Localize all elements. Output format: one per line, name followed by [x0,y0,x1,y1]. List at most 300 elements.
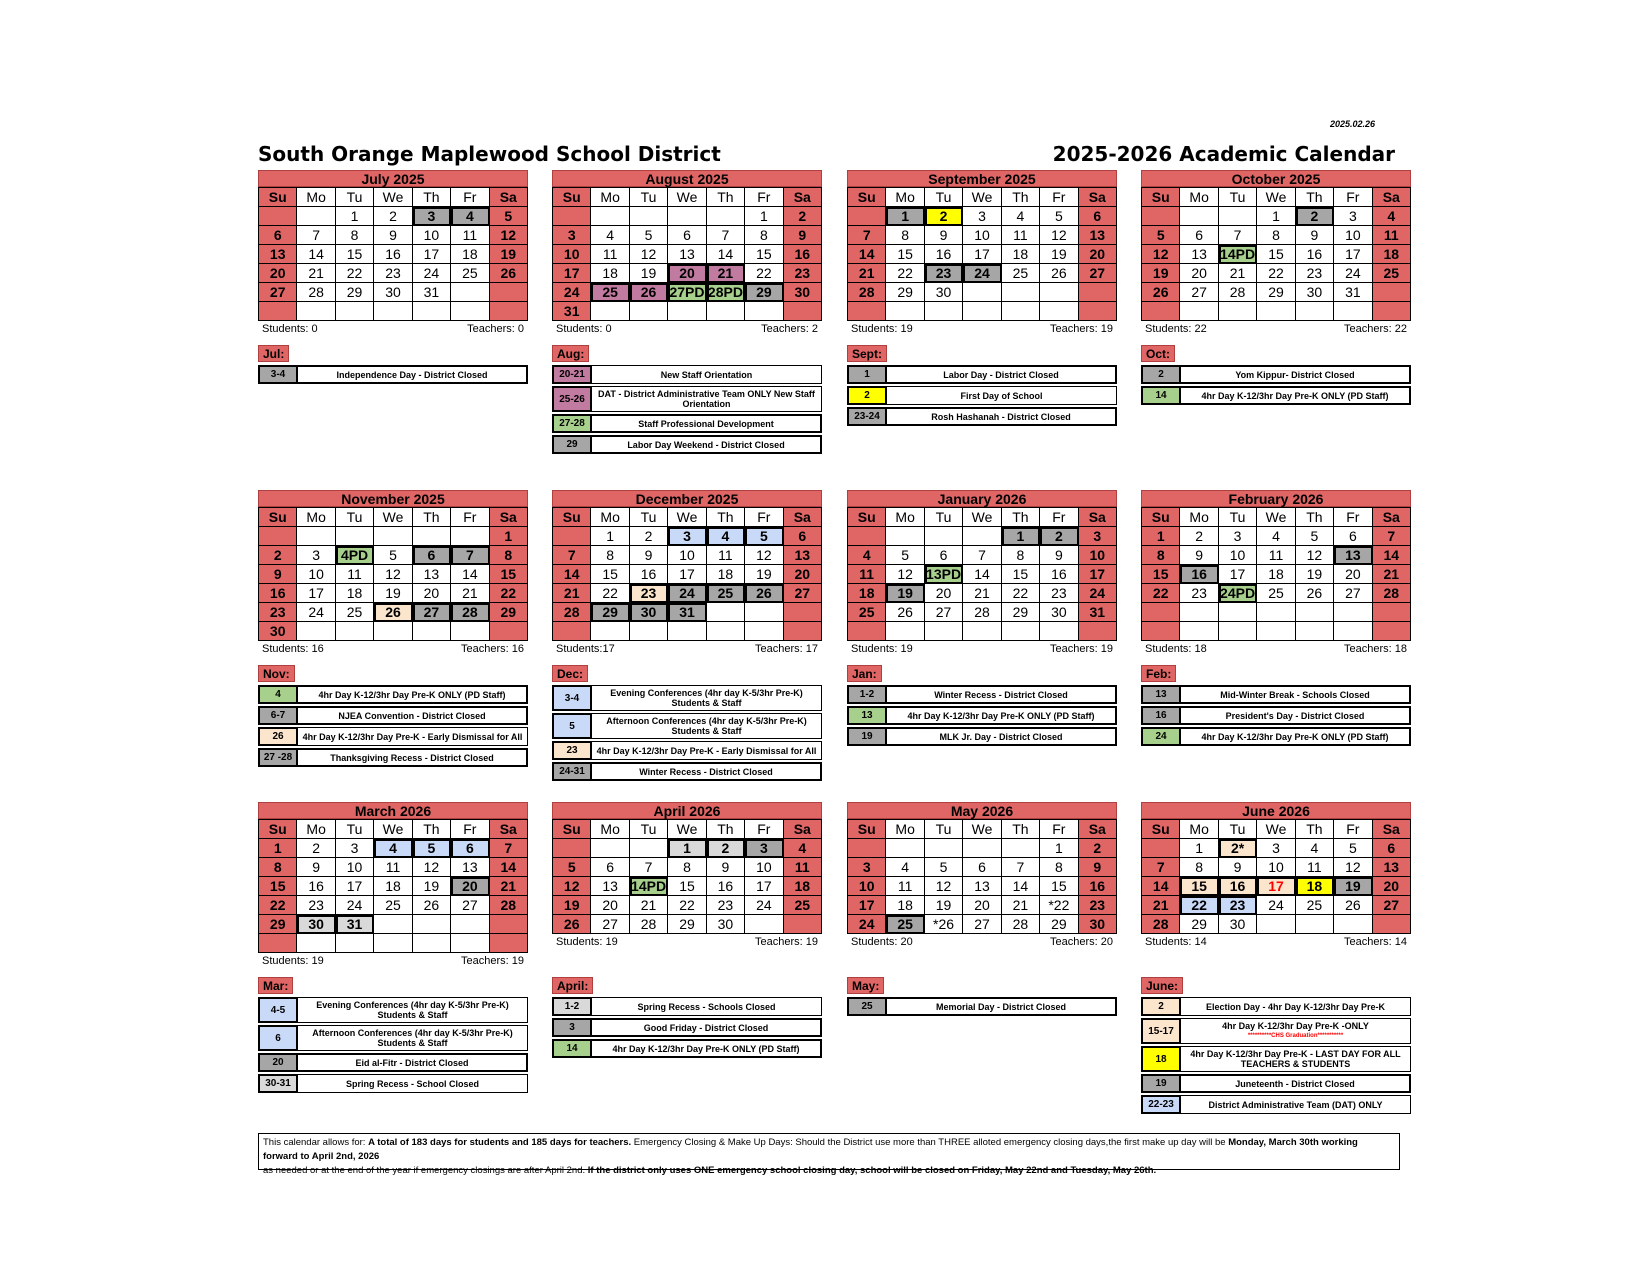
district-name: South Orange Maplewood School District [258,142,721,166]
legend-text: Afternoon Conferences (4hr day K-5/3hr Pre-K) Students & Staff [606,716,807,736]
legend-row [552,762,822,781]
day-cell: 3 [668,527,706,546]
day-cell: 9 [1219,858,1257,877]
day-cell: 27 [925,603,963,622]
day-cell: 5 [1142,226,1180,245]
day-cell: 26 [886,603,924,622]
day-cell: 3 [1079,527,1117,546]
day-cell [784,915,822,934]
day-cell: 28 [630,915,668,934]
weekday-header: We [668,188,706,207]
day-cell: 13 [451,858,489,877]
day-cell [886,622,924,641]
day-cell: 3 [336,839,374,858]
day-cell: 1 [668,839,706,858]
legend-dates: 27-28 [552,414,592,433]
day-cell: 11 [707,546,745,565]
day-cell [1002,283,1040,302]
day-cell [630,622,668,641]
day-cell: 20 [925,584,963,603]
weekday-header: Mo [1180,508,1218,527]
day-cell: 17 [745,877,783,896]
legend-month-tag: Nov: [258,665,295,682]
day-cell: 27 [1180,283,1218,302]
legend-description [592,1039,822,1058]
day-cell: 7 [1219,226,1257,245]
legend-description [592,713,822,739]
month-6 [552,490,822,657]
day-cell: 13 [1373,858,1411,877]
day-cell [259,302,297,321]
day-cell: 21 [1142,896,1180,915]
day-cell [668,302,706,321]
day-cell [784,302,822,321]
day-cell: 5 [1296,527,1334,546]
day-cell: 16 [374,245,412,264]
day-cell: 8 [1180,858,1218,877]
weekday-header: Su [848,820,886,839]
day-cell: 14 [553,565,591,584]
day-cell: 24 [668,584,706,603]
day-cell: 30 [297,915,335,934]
day-cell [413,915,451,934]
weekday-header: We [374,820,412,839]
day-cell [451,934,489,953]
day-cell: 8 [336,226,374,245]
day-cell: 7 [451,546,489,565]
legend-row [552,1039,822,1058]
legend-text: District Administrative Team (DAT) ONLY [1208,1099,1383,1110]
weekday-header: Fr [745,188,783,207]
legend-row [552,1018,822,1037]
day-cell [1079,302,1117,321]
weekday-header: Th [1296,188,1334,207]
day-cell: 11 [886,877,924,896]
day-cell: 6 [963,858,1001,877]
day-cell [848,622,886,641]
legend-month-tag: Jul: [258,345,289,362]
day-cell [1334,915,1372,934]
day-cell: 9 [630,546,668,565]
day-cell [886,839,924,858]
day-cell: 2 [374,207,412,226]
day-cell: 5 [630,226,668,245]
day-cell: 14 [490,858,528,877]
day-cell: 21 [707,264,745,283]
weekday-header: Th [1296,820,1334,839]
legend-month-tag: May: [847,977,884,994]
month-4 [1141,170,1411,337]
weekday-header: Sa [784,820,822,839]
legend-text: Evening Conferences (4hr day K-5/3hr Pre-K) Students & Staff [610,688,803,708]
day-cell: 28 [1373,584,1411,603]
weekday-header: Sa [1079,820,1117,839]
legend-dates: 23-24 [847,407,887,426]
weekday-header: Th [413,508,451,527]
day-cell: 13 [413,565,451,584]
day-cell [1219,302,1257,321]
day-cell: 20 [1180,264,1218,283]
legend-row [258,685,528,704]
day-cell: 26 [490,264,528,283]
day-cell: 13 [1079,226,1117,245]
day-cell: 7 [707,226,745,245]
day-cell [591,622,629,641]
weekday-header: Mo [591,508,629,527]
weekday-header: We [1257,508,1295,527]
weekday-header: Fr [451,508,489,527]
students-count: Students: 0 [556,323,612,335]
teachers-count: Teachers: 16 [461,643,524,655]
legend-description [887,407,1117,426]
teachers-count: Teachers: 0 [467,323,524,335]
day-cell: 24 [1334,264,1372,283]
day-cell [707,622,745,641]
day-cell: 29 [1002,603,1040,622]
day-cell: 7 [1002,858,1040,877]
day-cell: 22 [745,264,783,283]
day-cell: 24 [336,896,374,915]
day-cell: 1 [1142,527,1180,546]
legend-3 [847,345,1117,426]
day-cell: 28 [451,603,489,622]
day-cell: 23 [1040,584,1078,603]
weekday-header: Su [259,188,297,207]
legend-month-tag: June: [1141,977,1183,994]
day-cell [963,839,1001,858]
day-cell: 25 [886,915,924,934]
legend-month-tag: Oct: [1141,345,1175,362]
day-cell: 30 [1040,603,1078,622]
day-cell [784,603,822,622]
month-title: September 2025 [847,170,1117,187]
day-cell: 15 [886,245,924,264]
day-cell: 17 [553,264,591,283]
legend-row [847,386,1117,405]
day-cell: 5 [374,546,412,565]
day-cell [925,302,963,321]
day-cell: 22 [591,584,629,603]
weekday-header: We [668,820,706,839]
day-cell: 14 [451,565,489,584]
legend-row [258,1053,528,1072]
day-cell: 5 [490,207,528,226]
weekday-header: Su [848,188,886,207]
legend-description [1181,1095,1411,1114]
day-cell [297,934,335,953]
day-cell: 24 [553,283,591,302]
weekday-header: Tu [630,820,668,839]
weekday-header: Th [707,820,745,839]
weekday-header: We [1257,188,1295,207]
day-cell: 6 [1334,527,1372,546]
day-cell: 19 [1040,245,1078,264]
legend-dates: 13 [1141,685,1181,704]
legend-row [258,997,528,1023]
legend-description [592,741,822,760]
day-cell [925,622,963,641]
weekday-header: Su [553,188,591,207]
day-cell: 26 [1296,584,1334,603]
day-cell: 29 [1040,915,1078,934]
day-cell: 2 [1079,839,1117,858]
day-cell: 30 [707,915,745,934]
day-cell: 28 [490,896,528,915]
day-cell: 18 [886,896,924,915]
day-cell [1257,915,1295,934]
day-cell: 14PD [630,877,668,896]
legend-month-tag: Feb: [1141,665,1176,682]
day-cell: 12 [374,565,412,584]
day-cell: 17 [1079,565,1117,584]
day-cell: 9 [1079,858,1117,877]
weekday-header: Tu [336,508,374,527]
day-cell [1334,302,1372,321]
legend-dates: 15-17 [1141,1018,1181,1044]
day-cell: 7 [630,858,668,877]
day-cell: 30 [1219,915,1257,934]
legend-text: 4hr Day K-12/3hr Day Pre-K ONLY (PD Staff) [1201,390,1389,401]
day-cell [297,302,335,321]
weekday-header: Th [413,820,451,839]
day-cell: 25 [784,896,822,915]
day-cell: 21 [1373,565,1411,584]
day-cell: 3 [1334,207,1372,226]
day-cell [1040,302,1078,321]
day-cell [745,603,783,622]
day-cell: 7 [848,226,886,245]
day-cell: 15 [1257,245,1295,264]
legend-dates: 3-4 [552,685,592,711]
month-grid [847,819,1117,934]
day-cell [1002,622,1040,641]
day-cell: 6 [413,546,451,565]
day-cell [1219,603,1257,622]
day-cell: 14 [707,245,745,264]
day-cell: 23 [297,896,335,915]
day-cell: 24 [413,264,451,283]
day-cell: 26 [553,915,591,934]
day-cell: 8 [886,226,924,245]
day-cell: 13 [784,546,822,565]
day-cell [413,302,451,321]
weekday-header: Fr [1040,508,1078,527]
legend-dates: 20-21 [552,365,592,384]
weekday-header: We [963,188,1001,207]
day-cell: *26 [925,915,963,934]
day-cell: 19 [1296,565,1334,584]
day-cell: 8 [1257,226,1295,245]
day-cell: 24 [745,896,783,915]
day-cell [451,622,489,641]
weekday-header: Th [707,188,745,207]
legend-dates: 24-31 [552,762,592,781]
day-cell: 3 [553,226,591,245]
day-cell [1373,622,1411,641]
day-cell [963,302,1001,321]
day-cell: 28 [553,603,591,622]
day-cell: 13 [1334,546,1372,565]
month-title: May 2026 [847,802,1117,819]
day-cell: 17 [1257,877,1295,896]
month-title: October 2025 [1141,170,1411,187]
day-cell: 15 [490,565,528,584]
day-cell: 7 [1373,527,1411,546]
day-cell: *22 [1040,896,1078,915]
month-2 [552,170,822,337]
weekday-header: Mo [886,508,924,527]
day-cell: 15 [591,565,629,584]
legend-text: Labor Day - District Closed [943,369,1059,380]
legend-row [1141,727,1411,746]
month-5 [258,490,528,657]
day-cell [591,302,629,321]
weekday-header: Mo [1180,188,1218,207]
legend-dates: 14 [552,1039,592,1058]
day-cell: 15 [1142,565,1180,584]
legend-description [592,435,822,454]
day-cell: 21 [963,584,1001,603]
day-cell: 3 [1219,527,1257,546]
legend-description [1181,685,1411,704]
day-cell: 1 [1257,207,1295,226]
day-cell: 27 [413,603,451,622]
day-cell: 13 [1180,245,1218,264]
day-counts [258,321,528,337]
day-cell [451,527,489,546]
legend-dates: 26 [258,727,298,746]
weekday-header: Th [1296,508,1334,527]
legend-row [1141,1074,1411,1093]
day-cell: 4 [1257,527,1295,546]
legend-dates: 3 [552,1018,592,1037]
day-cell: 16 [925,245,963,264]
weekday-header: Su [848,508,886,527]
day-cell [1373,302,1411,321]
teachers-count: Teachers: 19 [755,936,818,948]
month-grid [258,187,528,321]
weekday-header: Mo [886,820,924,839]
legend-text: Labor Day Weekend - District Closed [627,439,785,450]
day-cell: 1 [490,527,528,546]
legend-row [847,365,1117,384]
day-counts [552,934,822,950]
legend-5 [258,665,528,767]
weekday-header: Mo [297,820,335,839]
day-cell: 30 [784,283,822,302]
day-cell: 9 [1296,226,1334,245]
day-cell: 21 [1219,264,1257,283]
month-title: July 2025 [258,170,528,187]
day-cell: 8 [259,858,297,877]
day-cell: 17 [336,877,374,896]
day-cell: 25 [374,896,412,915]
day-cell: 15 [259,877,297,896]
day-cell: 3 [1257,839,1295,858]
legend-description [887,386,1117,405]
day-cell [374,527,412,546]
day-cell: 2 [297,839,335,858]
day-cell: 6 [1079,207,1117,226]
day-cell: 21 [297,264,335,283]
day-cell: 9 [925,226,963,245]
day-cell [374,302,412,321]
legend-row [847,407,1117,426]
weekday-header: Mo [886,188,924,207]
day-cell [1296,622,1334,641]
day-cell [374,622,412,641]
day-cell: 17 [848,896,886,915]
day-cell: 12 [745,546,783,565]
day-cell: 19 [553,896,591,915]
legend-text: MLK Jr. Day - District Closed [939,731,1063,742]
legend-1 [258,345,528,384]
month-grid [1141,507,1411,641]
day-cell: 4 [374,839,412,858]
day-cell: 4 [1002,207,1040,226]
teachers-count: Teachers: 20 [1050,936,1113,948]
weekday-header: Sa [784,188,822,207]
day-cell: 1 [259,839,297,858]
day-cell: 11 [336,565,374,584]
day-cell [925,527,963,546]
day-cell: 9 [707,858,745,877]
legend-row [847,685,1117,704]
day-cell: 7 [963,546,1001,565]
students-count: Students:17 [556,643,615,655]
day-cell: 23 [1180,584,1218,603]
day-cell: 24 [297,603,335,622]
legend-12 [1141,977,1411,1114]
day-cell: 18 [451,245,489,264]
day-cell: 2 [630,527,668,546]
day-cell: 23 [630,584,668,603]
day-cell: 16 [1296,245,1334,264]
day-cell: 27PD [668,283,706,302]
day-cell: 29 [1257,283,1295,302]
legend-text: 4hr Day K-12/3hr Day Pre-K -ONLY [1222,1021,1369,1031]
day-cell: 4 [451,207,489,226]
day-cell: 30 [259,622,297,641]
legend-row [1141,706,1411,725]
legend-text: Mid-Winter Break - Schools Closed [1220,689,1370,700]
legend-2 [552,345,822,454]
day-cell: 14 [1002,877,1040,896]
month-3 [847,170,1117,337]
day-cell: 17 [297,584,335,603]
day-cell: 8 [1002,546,1040,565]
month-title: March 2026 [258,802,528,819]
legend-dates: 2 [1141,365,1181,384]
legend-row [552,685,822,711]
day-counts [1141,641,1411,657]
month-grid [552,187,822,321]
day-cell [1040,622,1078,641]
day-cell: 19 [630,264,668,283]
day-cell: 19 [745,565,783,584]
day-cell: 29 [336,283,374,302]
day-cell [1219,207,1257,226]
weekday-header: Fr [1334,508,1372,527]
day-cell: 11 [451,226,489,245]
legend-description [1181,997,1411,1016]
day-cell: 11 [1257,546,1295,565]
day-cell: 3 [413,207,451,226]
month-11 [847,802,1117,950]
day-cell [963,622,1001,641]
day-cell: 21 [490,877,528,896]
day-cell: 16 [297,877,335,896]
